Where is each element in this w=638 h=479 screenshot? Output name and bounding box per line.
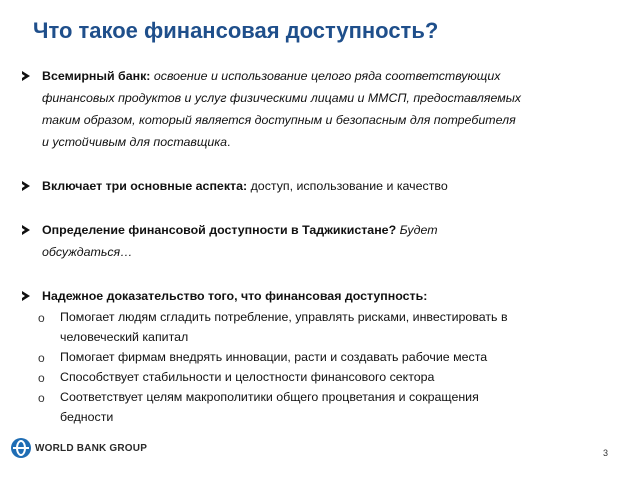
- spacer: [22, 197, 612, 219]
- circle-bullet-icon: o: [38, 371, 45, 385]
- sub-item-text: Помогает людям сгладить потребление, управлять рисками, инвестировать в: [60, 310, 508, 324]
- world-bank-logo: [11, 438, 147, 458]
- circle-bullet-icon: o: [38, 391, 45, 405]
- bullet-heading: Определение финансовой доступности в Таджикистане?: [42, 223, 397, 237]
- tajikistan-note-2: обсуждаться…: [42, 245, 133, 259]
- bullet-evidence: [22, 285, 612, 307]
- bullet-list: [22, 65, 612, 427]
- arrow-bullet-icon: [22, 291, 30, 301]
- globe-icon: [11, 438, 31, 458]
- spacer: [22, 153, 612, 175]
- arrow-bullet-icon: [22, 71, 30, 81]
- circle-bullet-icon: o: [38, 351, 45, 365]
- bullet-heading: Надежное доказательство того, что финансовая доступность:: [42, 289, 428, 303]
- tajikistan-note-1: Будет: [399, 223, 438, 237]
- bullet-tajikistan: [22, 219, 612, 263]
- page-title: Что такое финансовая доступность?: [33, 18, 439, 43]
- spacer: [22, 263, 612, 285]
- bullet-world-bank: [22, 65, 612, 153]
- logo-text: WORLD BANK GROUP: [35, 442, 148, 454]
- definition-end: .: [227, 135, 231, 149]
- sub-item-text: бедности: [60, 410, 114, 424]
- bullet-heading: Всемирный банк:: [42, 69, 151, 83]
- sub-item: [22, 307, 612, 347]
- aspects-text: доступ, использование и качество: [250, 179, 448, 193]
- definition-line-4: и устойчивым для поставщика: [42, 135, 228, 149]
- sub-item-text: человеческий капитал: [60, 330, 189, 344]
- sub-item-text: Соответствует целям макрополитики общего процветания и сокращения: [60, 390, 479, 404]
- circle-bullet-icon: o: [38, 311, 45, 325]
- page-number: 3: [602, 448, 608, 458]
- sub-item-text: Способствует стабильности и целостности финансового сектора: [60, 370, 435, 384]
- sub-item-text: Помогает фирмам внедрять инновации, расти и создавать рабочие места: [60, 350, 488, 364]
- arrow-bullet-icon: [22, 181, 30, 191]
- definition-line-1: освоение и использование целого ряда соответствующих: [153, 69, 501, 83]
- sub-item: [22, 367, 612, 387]
- sub-item: [22, 387, 612, 427]
- definition-line-3: таким образом, который является доступным и безопасным для потребителя: [42, 113, 516, 127]
- bullet-aspects: [22, 175, 612, 197]
- bullet-heading: Включает три основные аспекта:: [42, 179, 248, 193]
- sub-item: [22, 347, 612, 367]
- arrow-bullet-icon: [22, 225, 30, 235]
- definition-line-2: финансовых продуктов и услуг физическими лицами и ММСП, предоставляемых: [42, 91, 522, 105]
